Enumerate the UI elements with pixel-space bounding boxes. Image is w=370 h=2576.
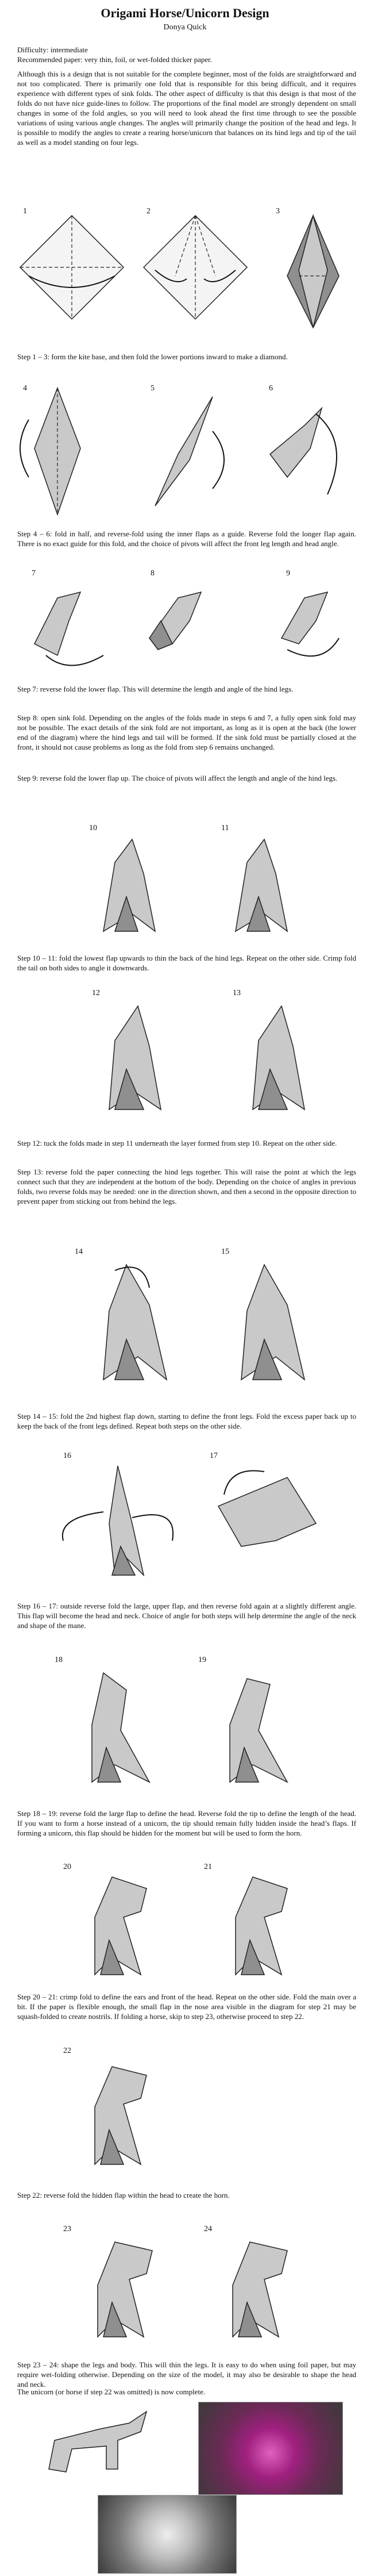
step-3-diagram [270, 213, 356, 333]
step-16-diagram [46, 1454, 190, 1587]
step-22-text: Step 22: reverse fold the hidden flap within the head to create the horn. [17, 2191, 230, 2199]
step-5-diagram [144, 391, 241, 512]
step-14-15-text: Step 14 – 15: fold the 2nd highest flap down, starting to define the front legs. Fold the excess paper back up to keep the back of the front legs defined. Repeat both steps on the other side. [17, 1412, 356, 1430]
step-7-diagram [23, 575, 115, 673]
step-16-17-text: Step 16 – 17: outside reverse fold the large, upper flap, and then reverse fold again at a slightly different angle. This flap will become the head and neck. Choice of angle for both steps will help determine the angle of the neck and shape of the mane. [17, 1602, 356, 1630]
step-4-diagram [17, 385, 98, 517]
step-number: 10 [89, 824, 97, 832]
step-12-text: Step 12: tuck the folds made in step 11 underneath the layer formed from step 10. Repeat on the other side. [17, 1139, 337, 1147]
step-1-3-text: Step 1 – 3: form the kite base, and then fold the lower portions inward to make a diamond. [17, 352, 288, 361]
step-23-diagram [80, 2228, 184, 2343]
finished-model-diagram [32, 2406, 164, 2481]
intro-paragraph: Although this is a design that is not suitable for the complete beginner, most of the folds are straightforward and not too complicated. There is primarily one fold that is responsible for this being difficult, and it requires experience with different types of sink folds. The other aspect of difficulty is that this design is that most of the folds do not have nice guide-lines to follow. The proportions of the final model are strongly dependent on small changes in some of the fold angles, so you will need to look ahead the first time through to see the possible variations of using various angle changes. The angles will primarily change the position of the head and legs. It is possible to modify the angles to create a rearing horse/unicorn that balances on its hind legs and tip of the tail as well as a model standing on four legs. [17, 70, 356, 147]
step-number: 16 [63, 1452, 71, 1460]
difficulty-text: Difficulty: intermediate [17, 45, 88, 54]
step-13-text: Step 13: reverse fold the paper connecting the hind legs together. This will raise the point at which the legs connect such that they are independent at the bottom of the body. Depending on the choice of angles in previous folds, two reverse folds may be needed: one in the direction shown, and then a second in the opposite direction to prevent paper from sticking out from behind the legs. [17, 1168, 356, 1206]
step-number: 9 [286, 569, 290, 578]
step-number: 1 [23, 207, 27, 216]
step-number: 12 [92, 989, 100, 997]
step-17-diagram [207, 1454, 345, 1587]
step-9-diagram [270, 575, 356, 667]
step-20-diagram [78, 1865, 175, 1980]
step-number: 2 [147, 207, 151, 216]
step-10-11-text: Step 10 – 11: fold the lowest flap upwards to thin the back of the hind legs. Repeat on the other side. Crimp fold the tail on both sides to angle it downwards. [17, 954, 356, 972]
step-number: 13 [233, 989, 241, 997]
step-number: 22 [63, 2047, 71, 2055]
step-12-diagram [80, 995, 184, 1121]
page-title: Origami Horse/Unicorn Design [101, 6, 269, 20]
step-number: 4 [23, 384, 27, 393]
step-9-text: Step 9: reverse fold the lower flap up. The choice of pivots will affect the length and angle of the hind legs. [17, 774, 338, 782]
step-18-19-text: Step 18 – 19: reverse fold the large flap to define the head. Reverse fold the tip to define the length of the head. If you want to form a horse instead of a unicorn, the tip should remain fully hidden inside the head’s flaps. If forming a unicorn, this flap should be hidden for the moment but will be used to form the horn. [17, 1809, 356, 1837]
step-23-24-text: Step 23 – 24: shape the legs and body. This will thin the legs. It is easy to do when using foil paper, but may require wet-folding otherwise. Depending on the size of the model, it may also be desirable to shape the head and neck. [17, 2360, 356, 2389]
silver-unicorn-photo [98, 2495, 237, 2574]
step-24-diagram [215, 2228, 319, 2343]
step-11-diagram [213, 828, 310, 943]
step-number: 20 [63, 1863, 71, 1871]
step-number: 19 [198, 1656, 206, 1664]
pink-unicorn-photo [198, 2402, 343, 2495]
step-number: 8 [151, 569, 155, 578]
step-14-diagram [80, 1253, 190, 1391]
step-number: 6 [269, 384, 273, 393]
step-8-text: Step 8: open sink fold. Depending on the angles of the folds made in steps 6 and 7, a fully open sink fold may not be possible. The exact details of the sink fold are not important, as long as it is open at the back (the lower end of the diagram) where the hind legs and tail will be formed. If the sink fold must be partially closed at the front, it should not cause problems as long as the fold from step 6 remains unchanged. [17, 713, 356, 751]
step-7-text: Step 7: reverse fold the lower flap. This will determine the length and angle of the hind legs. [17, 685, 294, 693]
step-number: 17 [210, 1452, 218, 1460]
step-21-diagram [218, 1865, 316, 1980]
step-10-diagram [80, 828, 178, 943]
step-4-6-text: Step 4 – 6: fold in half, and reverse-fold using the inner flaps as a guide. Reverse fold the longer flap again. There is no exact guide for this fold, and the choice of pivots will affect the front leg length and head angle. [17, 529, 356, 548]
step-20-21-text: Step 20 – 21: crimp fold to define the ears and front of the head. Repeat on the other side. Fold the main over a bit. If the paper is flexible enough, the small flap in the nose area visible in the diagram for step 21 may be squash-folded to create nostrils. If folding a horse, skip to step 23, otherwise proceed to step 22. [17, 1993, 356, 2021]
step-number: 7 [32, 569, 36, 578]
step-number: 21 [204, 1863, 212, 1871]
step-8-diagram [132, 575, 230, 667]
step-13-diagram [224, 995, 327, 1121]
step-number: 3 [276, 207, 280, 216]
completion-text: The unicorn (or horse if step 22 was omitted) is now complete. [17, 2387, 206, 2396]
step-2-diagram [141, 213, 250, 328]
step-1-diagram [17, 213, 126, 328]
step-6-diagram [253, 391, 356, 506]
author-name: Donya Quick [163, 23, 207, 32]
paper-text: Recommended paper: very thin, foil, or wet-folded thicker paper. [17, 55, 212, 64]
step-number: 14 [75, 1247, 83, 1256]
step-22-diagram [78, 2049, 181, 2170]
step-number: 23 [63, 2225, 71, 2233]
step-number: 11 [221, 824, 229, 832]
step-number: 5 [151, 384, 155, 393]
step-number: 24 [204, 2225, 212, 2233]
step-15-diagram [218, 1253, 327, 1391]
step-18-diagram [69, 1661, 184, 1794]
step-number: 18 [55, 1656, 63, 1664]
step-number: 15 [221, 1247, 229, 1256]
step-19-diagram [207, 1661, 322, 1794]
